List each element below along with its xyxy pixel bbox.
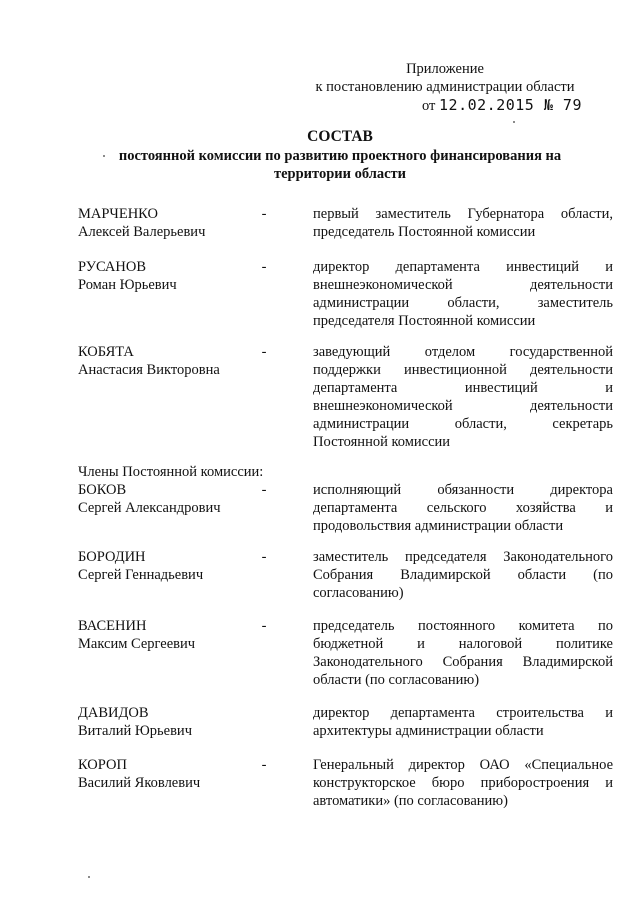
position-line: директор департамента инвестиций и (313, 259, 613, 275)
appendix-reference: к постановлению администрации области (315, 79, 575, 95)
member-given-name: Сергей Александрович (78, 500, 221, 516)
member-given-name: Максим Сергеевич (78, 636, 196, 652)
member-name (78, 617, 258, 653)
separator-dash: - (261, 482, 267, 498)
member-surname: КОРОП (78, 757, 127, 773)
position-line: Постоянной комиссии (313, 434, 451, 450)
member-name (78, 258, 258, 294)
position-line: архитектуры администрации области (313, 723, 544, 739)
position-line: заместитель председателя Законодательного (313, 549, 613, 565)
member-surname: БОРОДИН (78, 549, 146, 565)
member-name (78, 548, 258, 584)
member-given-name: Виталий Юрьевич (78, 723, 192, 739)
members-heading: Члены Постоянной комиссии: (78, 464, 264, 480)
member-position (313, 258, 613, 330)
position-line: администрации области, секретарь (313, 416, 613, 432)
scan-speck (513, 121, 515, 123)
member-name (78, 704, 258, 740)
position-line: области (по согласованию) (313, 672, 480, 688)
member-surname: ДАВИДОВ (78, 705, 149, 721)
position-line: конструкторское бюро приборостроения и (313, 775, 613, 791)
appendix-date-line (300, 96, 590, 115)
scan-speck (103, 155, 105, 157)
separator-dash: - (261, 549, 267, 565)
position-line: директор департамента строительства и (313, 705, 613, 721)
separator-dash: - (261, 259, 267, 275)
position-line: согласованию) (313, 585, 404, 601)
appendix-title: Приложение (406, 61, 484, 77)
separator-dash: - (261, 757, 267, 773)
member-surname: БОКОВ (78, 482, 127, 498)
member-name (78, 481, 258, 517)
member-given-name: Роман Юрьевич (78, 277, 177, 293)
position-line: председатель Постоянной комиссии (313, 224, 536, 240)
position-line: автоматики» (по согласованию) (313, 793, 508, 809)
position-line: председателя Постоянной комиссии (313, 313, 536, 329)
position-line: внешнеэкономической деятельности (313, 277, 613, 293)
position-line: исполняющий обязанности директора (313, 482, 613, 498)
separator-dash: - (261, 206, 267, 222)
document-heading (60, 128, 620, 183)
member-surname: КОБЯТА (78, 344, 134, 360)
position-line: заведующий отделом государственной (313, 344, 613, 360)
position-line: Генеральный директор ОАО «Специальное (313, 757, 613, 773)
document-subtitle-line-2: территории области (273, 166, 407, 182)
member-name (78, 756, 258, 792)
member-position (313, 704, 613, 740)
member-surname: МАРЧЕНКО (78, 206, 158, 222)
member-given-name: Анастасия Викторовна (78, 362, 220, 378)
document-title: СОСТАВ (307, 128, 373, 145)
appendix-block (300, 60, 590, 115)
position-line: департамента инвестиций и (313, 380, 613, 396)
position-line: председатель постоянного комитета по (313, 618, 613, 634)
handwritten-date-number: 12.02.2015 № 79 (439, 96, 582, 114)
position-line: первый заместитель Губернатора области, (313, 206, 613, 222)
member-name (78, 343, 258, 379)
position-line: продовольствия администрации области (313, 518, 564, 534)
member-given-name: Василий Яковлевич (78, 775, 201, 791)
position-line: Собрания Владимирской области (по (313, 567, 613, 583)
member-position (313, 617, 613, 689)
document-subtitle-line-1: постоянной комиссии по развитию проектного финансирования на (118, 148, 562, 164)
position-line: Законодательного Собрания Владимирской (313, 654, 613, 670)
member-given-name: Алексей Валерьевич (78, 224, 206, 240)
member-given-name: Сергей Геннадьевич (78, 567, 204, 583)
member-surname: РУСАНОВ (78, 259, 147, 275)
position-line: внешнеэкономической деятельности (313, 398, 613, 414)
scan-speck (88, 876, 90, 878)
position-line: бюджетной и налоговой политике (313, 636, 613, 652)
position-line: администрации области, заместитель (313, 295, 613, 311)
member-position (313, 205, 613, 241)
date-prefix: от (422, 98, 436, 114)
member-position (313, 481, 613, 535)
member-surname: ВАСЕНИН (78, 618, 147, 634)
position-line: департамента сельского хозяйства и (313, 500, 613, 516)
separator-dash: - (261, 344, 267, 360)
separator-dash: - (261, 618, 267, 634)
member-position (313, 548, 613, 602)
position-line: поддержки инвестиционной деятельности (313, 362, 613, 378)
member-name (78, 205, 258, 241)
member-position (313, 756, 613, 810)
member-position (313, 343, 613, 451)
